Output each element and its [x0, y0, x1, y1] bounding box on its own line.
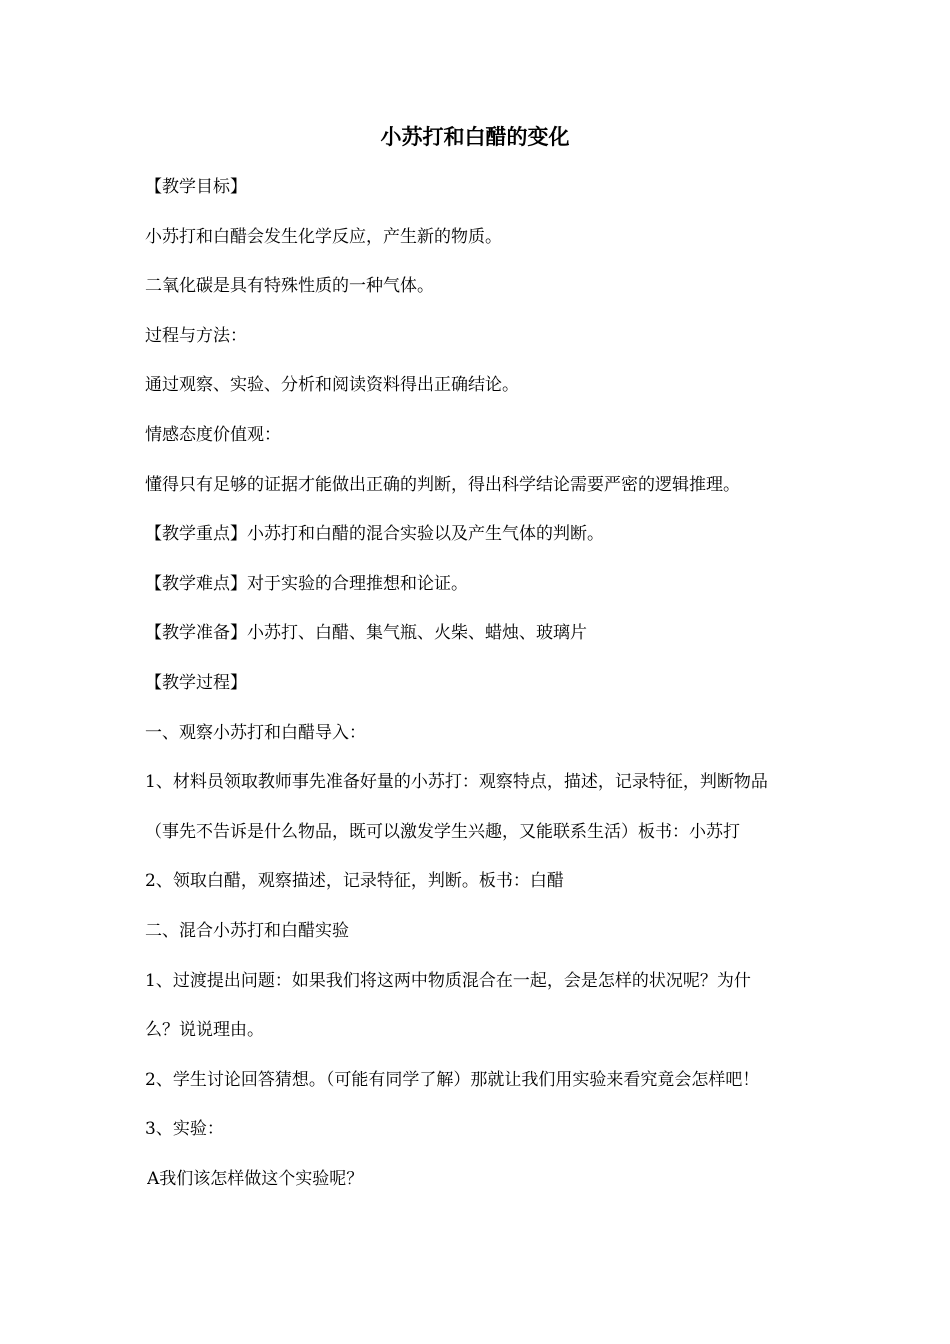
paragraph-line: 2、领取白醋，观察描述，记录特征，判断。板书：白醋 — [145, 871, 564, 891]
paragraph-line: （事先不告诉是什么物品，既可以激发学生兴趣，又能联系生活）板书：小苏打 — [145, 822, 740, 842]
paragraph-line: 小苏打和白醋会发生化学反应，产生新的物质。 — [145, 227, 502, 247]
paragraph-line: 么？说说理由。 — [145, 1020, 264, 1040]
section-line-difficulties: 【教学难点】对于实验的合理推想和论证。 — [145, 574, 468, 594]
paragraph-line: 1、材料员领取教师事先准备好量的小苏打：观察特点，描述，记录特征，判断物品 — [145, 772, 768, 792]
paragraph-line: A我们该怎样做这个实验呢？ — [147, 1169, 364, 1189]
paragraph-line: 过程与方法： — [145, 326, 247, 346]
section-heading-teaching-goals: 【教学目标】 — [145, 177, 247, 197]
section-heading-teaching-process: 【教学过程】 — [145, 673, 247, 693]
paragraph-line: 二氧化碳是具有特殊性质的一种气体。 — [145, 276, 434, 296]
section-line-key-points: 【教学重点】小苏打和白醋的混合实验以及产生气体的判断。 — [145, 524, 604, 544]
paragraph-line: 二、混合小苏打和白醋实验 — [145, 921, 349, 941]
paragraph-line: 3、实验： — [145, 1119, 224, 1139]
paragraph-line: 一、观察小苏打和白醋导入： — [145, 723, 366, 743]
paragraph-line: 2、学生讨论回答猜想。（可能有同学了解）那就让我们用实验来看究竟会怎样吧！ — [145, 1070, 760, 1090]
paragraph-line: 懂得只有足够的证据才能做出正确的判断，得出科学结论需要严密的逻辑推理。 — [145, 475, 740, 495]
document-title: 小苏打和白醋的变化 — [380, 124, 570, 149]
paragraph-line: 1、过渡提出问题：如果我们将这两中物质混合在一起，会是怎样的状况呢？为什 — [145, 971, 751, 991]
paragraph-line: 通过观察、实验、分析和阅读资料得出正确结论。 — [145, 375, 519, 395]
paragraph-line: 情感态度价值观： — [145, 425, 281, 445]
section-line-preparation: 【教学准备】小苏打、白醋、集气瓶、火柴、蜡烛、玻璃片 — [145, 623, 587, 643]
